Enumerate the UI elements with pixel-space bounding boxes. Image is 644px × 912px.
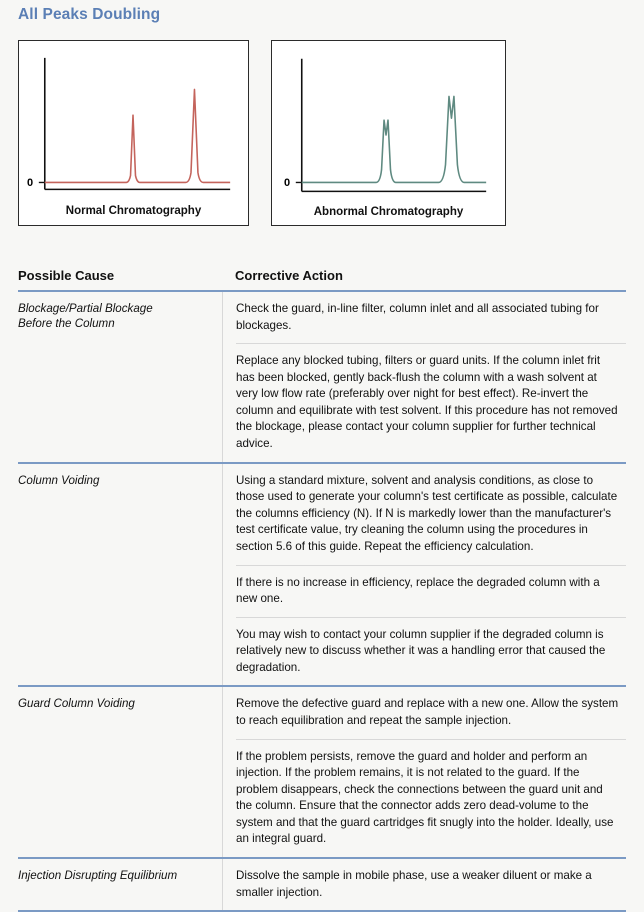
chart-abnormal-chromatography (271, 40, 506, 226)
action-paragraph: Dissolve the sample in mobile phase, use a weaker diluent or make a smaller injection. (236, 869, 592, 899)
cause-line: Injection Disrupting Equilibrium (18, 869, 178, 883)
table-row (18, 464, 626, 686)
action-paragraph: Check the guard, in-line filter, column inlet and all associated tubing for blockages. (236, 302, 599, 332)
troubleshooting-table (18, 268, 626, 912)
action-paragraph: Remove the defective guard and replace with a new one. Allow the system to reach equilibration and repeat the sample injection. (236, 697, 619, 727)
cause-line: Blockage/Partial Blockage (18, 302, 153, 315)
action-cell (222, 687, 626, 857)
chart-abnormal-plot-area (272, 41, 505, 225)
cause-cell (18, 687, 222, 857)
cause-line: Column Voiding (18, 473, 100, 487)
chart-normal-plot-area (19, 41, 248, 225)
table-row (18, 292, 626, 462)
action-paragraph: Replace any blocked tubing, filters or guard units. If the column inlet frit has been blocked, gently back-flush the column with a wash solvent at very low flow rate (preferably over night for best effect). Re-invert the column and equilibrate with test solvent. If this procedure has not removed the blockage, please contact your column supplier for further technical advice. (236, 343, 626, 461)
column-header-corrective-action: Corrective Action (235, 268, 343, 283)
cause-cell (18, 859, 222, 910)
action-cell (222, 292, 626, 462)
cause-cell (18, 292, 222, 462)
action-paragraph: Using a standard mixture, solvent and analysis conditions, as close to those used to generate your column's test certificate as possible, calculate the columns efficiency (N). If N is markedly lower than the manufacturer's test certificate value, try cleaning the column using the procedures in section 5.6 of this guide. Repeat the efficiency calculation. (236, 473, 618, 553)
chart-abnormal-caption: Abnormal Chromatography (313, 206, 464, 218)
cause-line: Guard Column Voiding (18, 697, 135, 711)
action-paragraph: If there is no increase in efficiency, replace the degraded column with a new one. (236, 565, 626, 617)
chart-abnormal-zero-label: 0 (284, 177, 291, 189)
normal-chromatogram-svg (19, 41, 248, 225)
page-title: All Peaks Doubling (18, 6, 161, 23)
action-cell (222, 859, 626, 910)
table-header-row (18, 268, 626, 290)
action-paragraph: If the problem persists, remove the guard and holder and perform an injection. If the problem remains, it is not related to the guard. If the problem disappears, check the connections between the guard unit and the column. Ensure that the connector adds zero dead-volume to the system and that the guard cartridges fit snugly into the holder. Ideally, use an integral guard. (236, 739, 626, 857)
chart-normal-zero-label: 0 (27, 177, 34, 189)
chromatogram-comparison (0, 40, 644, 226)
action-cell (222, 464, 626, 686)
cause-cell (18, 464, 222, 686)
column-header-possible-cause: Possible Cause (18, 268, 115, 283)
chart-normal-chromatography (18, 40, 249, 226)
table-row (18, 687, 626, 857)
cause-line: Before the Column (18, 317, 115, 331)
action-paragraph: You may wish to contact your column supplier if the degraded column is relatively new to discuss whether it was a handling error that caused the degradation. (236, 617, 626, 686)
table-row (18, 859, 626, 910)
abnormal-chromatogram-svg (272, 41, 505, 225)
chart-normal-caption: Normal Chromatography (65, 205, 202, 217)
